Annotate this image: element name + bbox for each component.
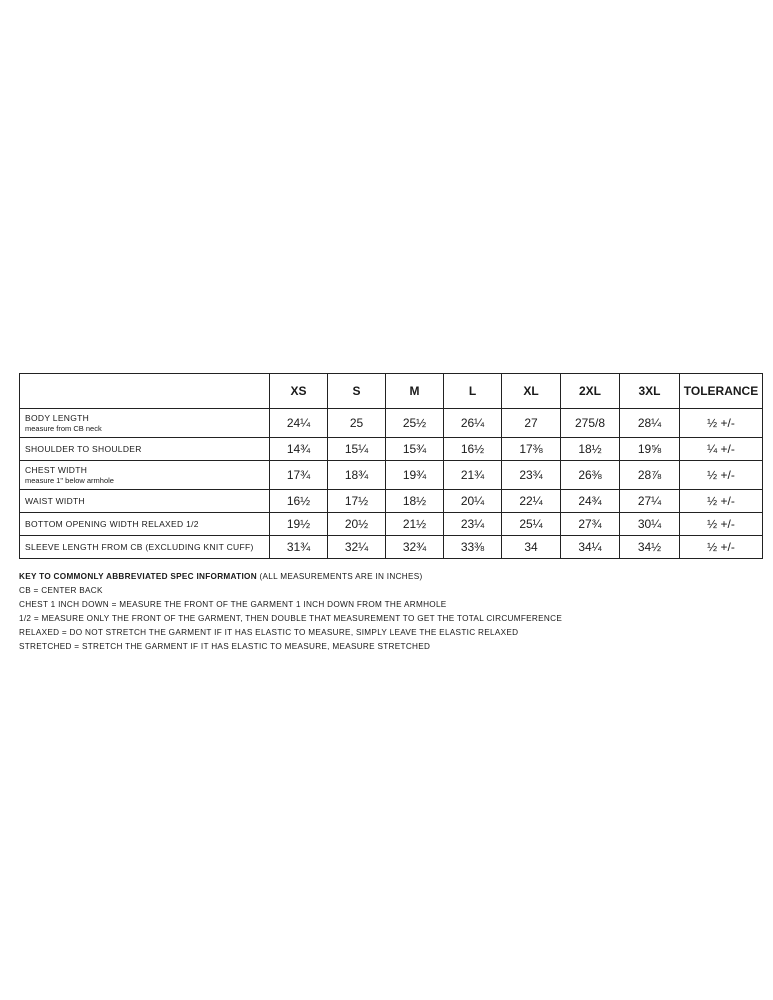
header-row [20,374,763,409]
header-cell-2xl: 2XL [561,374,620,409]
value-cell: 25¼ [502,513,561,536]
value-cell: 18½ [561,438,620,461]
value-cell: 18½ [386,490,444,513]
value-cell: 19¾ [386,461,444,490]
table-row [20,490,763,513]
tolerance-cell: ¼ +/- [680,438,763,461]
tolerance-cell: ½ +/- [680,513,763,536]
value-cell: 14¾ [270,438,328,461]
row-label-text: CHEST WIDTH [25,465,88,475]
row-sublabel-text: measure 1" below armhole [25,476,114,485]
value-cell: 22¼ [502,490,561,513]
value-cell: 28⅞ [620,461,680,490]
value-cell: 26⅜ [561,461,620,490]
value-cell: 17½ [328,490,386,513]
value-cell: 26¼ [444,409,502,438]
header-cell-3xl: 3XL [620,374,680,409]
row-label [20,461,270,490]
header-cell-blank [20,374,270,409]
key-line: RELAXED = DO NOT STRETCH THE GARMENT IF IT HAS ELASTIC TO MEASURE, SIMPLY LEAVE THE ELASTIC RELAXED [19,628,519,637]
value-cell: 20¼ [444,490,502,513]
tolerance-cell: ½ +/- [680,461,763,490]
value-cell: 34½ [620,536,680,559]
row-label-text: BOTTOM OPENING WIDTH RELAXED 1/2 [25,519,199,529]
row-label [20,438,270,461]
key-title-note: (ALL MEASUREMENTS ARE IN INCHES) [256,572,423,581]
key-line: STRETCHED = STRETCH THE GARMENT IF IT HAS ELASTIC TO MEASURE, MEASURE STRETCHED [19,642,431,651]
table-row [20,409,763,438]
tolerance-cell: ½ +/- [680,536,763,559]
value-cell: 16½ [444,438,502,461]
key-line: 1/2 = MEASURE ONLY THE FRONT OF THE GARMENT, THEN DOUBLE THAT MEASUREMENT TO GET THE TOTAL CIRCUMFERENCE [19,614,563,623]
header-cell-xs: XS [270,374,328,409]
row-label [20,409,270,438]
value-cell: 275/8 [561,409,620,438]
header-cell-l: L [444,374,502,409]
row-label-text: SLEEVE LENGTH FROM CB (EXCLUDING KNIT CUFF) [25,542,254,552]
value-cell: 28¼ [620,409,680,438]
value-cell: 33⅜ [444,536,502,559]
table-row [20,438,763,461]
value-cell: 27 [502,409,561,438]
value-cell: 23¾ [502,461,561,490]
value-cell: 31¾ [270,536,328,559]
value-cell: 16½ [270,490,328,513]
row-label [20,490,270,513]
key-line: CB = CENTER BACK [19,586,103,595]
header-cell-m: M [386,374,444,409]
value-cell: 17¾ [270,461,328,490]
value-cell: 25 [328,409,386,438]
value-cell: 24¼ [270,409,328,438]
table-row [20,536,763,559]
value-cell: 30¼ [620,513,680,536]
value-cell: 25½ [386,409,444,438]
value-cell: 15¾ [386,438,444,461]
value-cell: 34 [502,536,561,559]
value-cell: 21½ [386,513,444,536]
row-sublabel-text: measure from CB neck [25,424,102,433]
key-title-line [19,570,759,584]
value-cell: 19⅝ [620,438,680,461]
value-cell: 21¾ [444,461,502,490]
value-cell: 27¾ [561,513,620,536]
row-label [20,513,270,536]
value-cell: 24¾ [561,490,620,513]
value-cell: 15¼ [328,438,386,461]
row-label-text: SHOULDER TO SHOULDER [25,444,142,454]
header-cell-xl: XL [502,374,561,409]
tolerance-cell: ½ +/- [680,490,763,513]
value-cell: 20½ [328,513,386,536]
key-title: KEY TO COMMONLY ABBREVIATED SPEC INFORMATION [19,572,257,581]
table-row [20,461,763,490]
value-cell: 23¼ [444,513,502,536]
value-cell: 27¼ [620,490,680,513]
value-cell: 18¾ [328,461,386,490]
row-label-text: BODY LENGTH [25,413,90,423]
row-label-text: WAIST WIDTH [25,496,85,506]
size-spec-table [19,373,763,559]
header-cell-s: S [328,374,386,409]
tolerance-cell: ½ +/- [680,409,763,438]
table-row [20,513,763,536]
header-cell-tolerance: TOLERANCE [680,374,763,409]
row-label [20,536,270,559]
abbreviation-key [19,570,759,654]
value-cell: 17⅜ [502,438,561,461]
key-line: CHEST 1 INCH DOWN = MEASURE THE FRONT OF THE GARMENT 1 INCH DOWN FROM THE ARMHOLE [19,600,447,609]
value-cell: 32¾ [386,536,444,559]
value-cell: 32¼ [328,536,386,559]
value-cell: 34¼ [561,536,620,559]
value-cell: 19½ [270,513,328,536]
